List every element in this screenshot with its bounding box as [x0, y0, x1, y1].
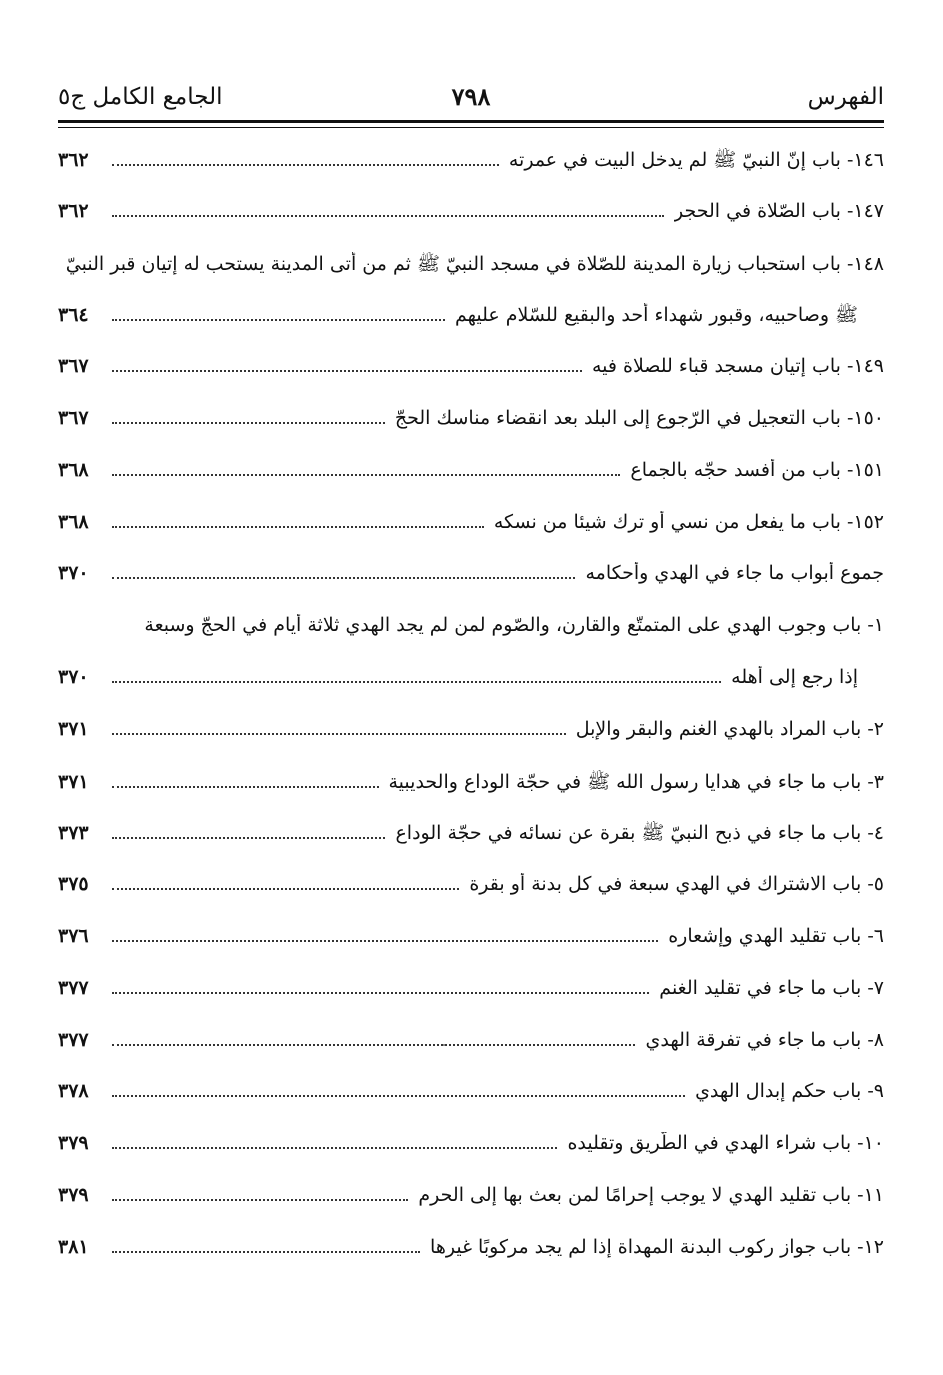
header-rule-thick [58, 120, 884, 123]
entry-title: جموع أبواب ما جاء في الهدي وأحكامه [585, 562, 884, 585]
entry-title: ١٥٢- باب ما يفعل من نسي أو ترك شيئا من نسكه [493, 510, 884, 533]
toc-entry-continuation[interactable] [58, 666, 884, 718]
toc-entry[interactable] [58, 355, 884, 407]
toc-entry[interactable] [58, 977, 884, 1029]
entry-page: ٣٧٠ [58, 665, 89, 688]
dot-leader [112, 421, 385, 424]
dot-leader [112, 1250, 420, 1253]
dot-leader [112, 1198, 408, 1201]
entry-title: ٦- باب تقليد الهدي وإشعاره [668, 924, 884, 947]
toc-entry[interactable] [58, 925, 884, 977]
page-header [58, 78, 884, 118]
page-number: ٧٩٨ [451, 82, 491, 111]
entry-title: ﷺ وصاحبيه، وقبور شهداء أحد والبقيع للسّلام عليهم [454, 304, 858, 327]
toc-entry[interactable] [58, 459, 884, 511]
entry-page: ٣٦٢ [58, 199, 89, 222]
toc-entry[interactable] [58, 614, 884, 666]
dot-leader [112, 887, 459, 890]
entry-page: ٣٦٨ [58, 458, 89, 481]
toc-section-entry[interactable] [58, 562, 884, 614]
entry-title: ١٤٧- باب الصّلاة في الحجر [673, 199, 884, 222]
table-of-contents [58, 148, 884, 1288]
entry-title: إذا رجع إلى أهله [731, 665, 858, 688]
toc-entry[interactable] [58, 407, 884, 459]
entry-title: ١٢- باب جواز ركوب البدنة المهداة إذا لم يجد مركوبًا غيرها [430, 1235, 884, 1258]
dot-leader [112, 369, 582, 372]
entry-page: ٣٦٨ [58, 510, 89, 533]
entry-title: ٨- باب ما جاء في تفرقة الهدي [645, 1028, 884, 1051]
dot-leader [112, 939, 658, 942]
dot-leader [112, 576, 575, 579]
dot-leader [112, 991, 649, 994]
toc-entry[interactable] [58, 511, 884, 563]
dot-leader [112, 732, 566, 735]
entry-page: ٣٧٨ [58, 1080, 89, 1103]
dot-leader [112, 1094, 685, 1097]
entry-page: ٣٧٧ [58, 1028, 89, 1051]
toc-entry[interactable] [58, 1132, 884, 1184]
dot-leader [112, 1146, 557, 1149]
book-title: الجامع الكامل ج٥ [58, 84, 223, 110]
toc-entry[interactable] [58, 718, 884, 770]
toc-entry-continuation[interactable] [58, 303, 884, 355]
entry-title: ١٤٦- باب إنّ النبيّ ﷺ لم يدخل البيت في عمرته [508, 149, 884, 171]
entry-page: ٣٧٩ [58, 1183, 89, 1206]
entry-page: ٣٧٧ [58, 976, 89, 999]
entry-page: ٣٨١ [58, 1235, 89, 1258]
dot-leader [112, 680, 721, 683]
dot-leader [112, 214, 664, 217]
entry-title: ١١- باب تقليد الهدي لا يوجب إحرامًا لمن بعث بها إلى الحرم [418, 1183, 884, 1206]
dot-leader [112, 318, 445, 321]
entry-page: ٣٦٤ [58, 304, 89, 327]
entry-page: ٣٧٩ [58, 1132, 89, 1155]
entry-title: ٥- باب الاشتراك في الهدي سبعة في كل بدنة أو بقرة [469, 873, 884, 896]
entry-title: ١٤٨- باب استحباب زيارة المدينة للصّلاة في مسجد النبيّ ﷺ ثم من أتى المدينة يستحب له إتيان قبر النبيّ [65, 252, 884, 275]
entry-page: ٣٦٢ [58, 149, 89, 171]
toc-entry[interactable] [58, 1080, 884, 1132]
entry-title: ١٥١- باب من أفسد حجّه بالجماع [630, 458, 884, 481]
toc-entry[interactable] [58, 1029, 884, 1081]
entry-title: ١٤٩- باب إتيان مسجد قباء للصلاة فيه [591, 355, 884, 378]
toc-entry[interactable] [58, 1184, 884, 1236]
dot-leader [112, 163, 499, 166]
entry-page: ٣٧٥ [58, 873, 89, 896]
header-rule-thin [58, 127, 884, 128]
entry-page: ٣٦٧ [58, 355, 89, 378]
entry-title: ٢- باب المراد بالهدي الغنم والبقر والإبل [575, 717, 884, 740]
entry-page: ٣٧١ [58, 770, 89, 793]
toc-entry[interactable] [58, 200, 884, 252]
toc-entry[interactable] [58, 821, 884, 873]
entry-page: ٣٧٠ [58, 562, 89, 585]
dot-leader [112, 525, 484, 528]
scan-speck [443, 1044, 445, 1046]
entry-title: ١٥٠- باب التعجيل في الرّجوع إلى البلد بعد انقضاء مناسك الحجّ [394, 406, 884, 429]
section-title: الفهرس [807, 84, 884, 110]
entry-page: ٣٧٣ [58, 822, 89, 845]
entry-title: ٧- باب ما جاء في تقليد الغنم [659, 976, 884, 999]
dot-leader [112, 1043, 635, 1046]
dot-leader [112, 836, 385, 839]
entry-title: ١- باب وجوب الهدي على المتمتّع والقارن، والصّوم لمن لم يجد الهدي ثلاثة أيام في الحجّ وسبعة [144, 614, 884, 637]
entry-page: ٣٦٧ [58, 406, 89, 429]
toc-entry[interactable] [58, 1236, 884, 1288]
toc-entry[interactable] [58, 252, 884, 304]
entry-title: ١٠- باب شراء الهدي في الطّريق وتقليده [567, 1132, 884, 1155]
entry-title: ٤- باب ما جاء في ذبح النبيّ ﷺ بقرة عن نسائه في حجّة الوداع [395, 822, 884, 845]
dot-leader [112, 785, 379, 788]
dot-leader [112, 473, 620, 476]
entry-page: ٣٧٦ [58, 924, 89, 947]
toc-entry[interactable] [58, 148, 884, 200]
toc-entry[interactable] [58, 873, 884, 925]
entry-page: ٣٧١ [58, 717, 89, 740]
entry-title: ٣- باب ما جاء في هدايا رسول الله ﷺ في حجّة الوداع والحديبية [388, 770, 884, 793]
toc-entry[interactable] [58, 770, 884, 822]
entry-title: ٩- باب حكم إبدال الهدي [695, 1080, 884, 1103]
